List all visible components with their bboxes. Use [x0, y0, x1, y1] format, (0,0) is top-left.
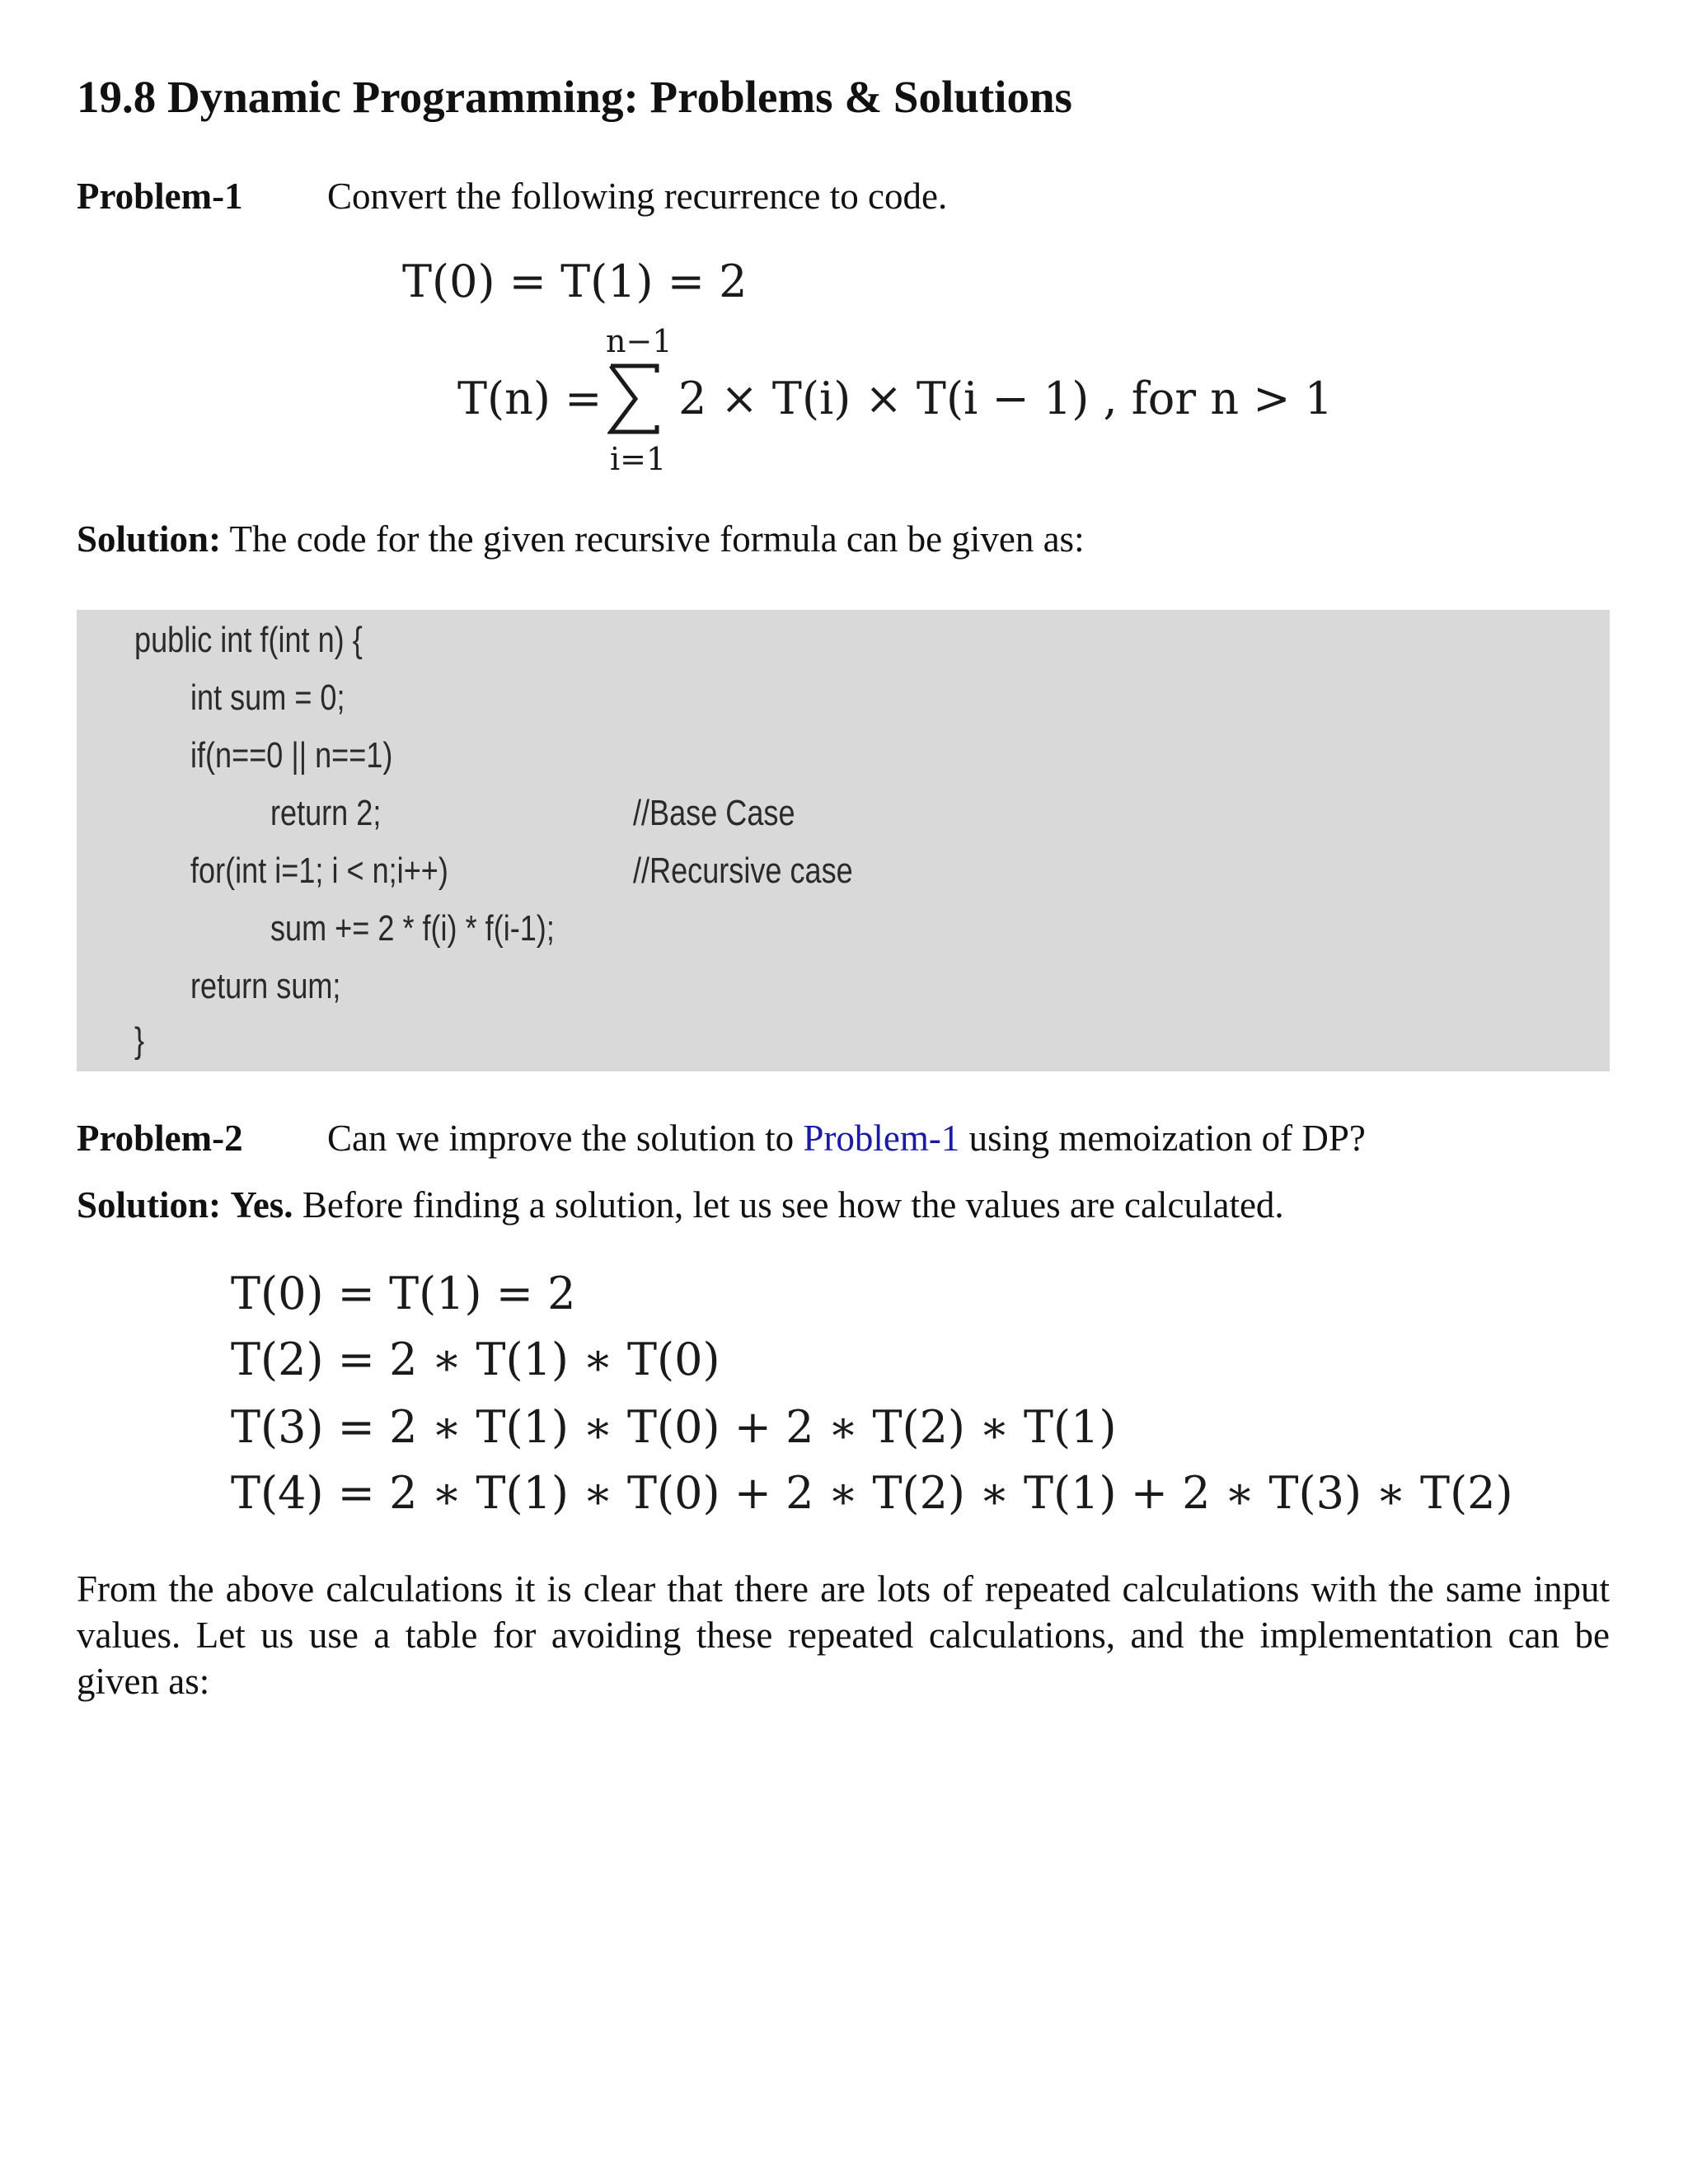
problem-2-text-after: using memoization of DP? — [959, 1118, 1366, 1159]
formula-2-line-2: T(2) = 2 ∗ T(1) ∗ T(0) — [231, 1333, 720, 1385]
problem-1-link[interactable]: Problem-1 — [803, 1118, 960, 1159]
code-comment-recursive-case: //Recursive case — [633, 851, 853, 891]
sigma-icon — [607, 363, 660, 435]
code-line-7: return sum; — [190, 966, 341, 1006]
formula-2-line-4: T(4) = 2 ∗ T(1) ∗ T(0) + 2 ∗ T(2) ∗ T(1) + 2 ∗ T(3) ∗ T(2) — [231, 1467, 1513, 1519]
solution-1-paragraph — [77, 518, 1085, 560]
formula-2-line-1: T(0) = T(1) = 2 — [231, 1268, 576, 1319]
solution-1-label: Solution: — [77, 518, 222, 560]
code-line-6: sum += 2 * f(i) * f(i-1); — [270, 908, 555, 949]
code-line-4: return 2; — [270, 793, 382, 833]
section-heading: 19.8 Dynamic Programming: Problems & Solutions — [77, 72, 1072, 122]
formula-1-lhs: T(n) = — [457, 373, 603, 424]
code-line-1: public int f(int n) { — [134, 620, 363, 660]
code-line-2: int sum = 0; — [190, 677, 345, 718]
problem-2-label: Problem-2 — [77, 1118, 243, 1159]
formula-1-body: 2 × T(i) × T(i − 1) , for n > 1 — [678, 373, 1333, 424]
sigma-lower-limit: i=1 — [610, 441, 667, 477]
problem-1-label: Problem-1 — [77, 176, 243, 217]
solution-2-paragraph — [77, 1183, 1284, 1226]
problem-1-text: Convert the following recurrence to code. — [327, 176, 948, 217]
solution-2-text: Before finding a solution, let us see how the values are calculated. — [293, 1184, 1284, 1226]
code-block — [77, 610, 1610, 1071]
code-comment-base-case: //Base Case — [633, 793, 795, 833]
solution-1-text: The code for the given recursive formula can be given as: — [221, 518, 1085, 560]
formula-2-line-3: T(3) = 2 ∗ T(1) ∗ T(0) + 2 ∗ T(2) ∗ T(1) — [231, 1401, 1117, 1453]
sigma-upper-limit: n−1 — [606, 323, 673, 359]
problem-2-text — [327, 1117, 1366, 1160]
code-line-8: } — [134, 1020, 145, 1061]
code-line-3: if(n==0 || n==1) — [190, 735, 393, 776]
final-paragraph: From the above calculations it is clear that there are lots of repeated calculations with the same input values. Let us use a table for avoiding these repeated calculations, and the implementation can be given as: — [77, 1568, 1610, 1702]
problem-2-text-before: Can we improve the solution to — [327, 1118, 804, 1159]
solution-2-yes: Yes. — [230, 1184, 293, 1226]
code-line-5: for(int i=1; i < n;i++) — [190, 851, 448, 891]
solution-2-label: Solution: — [77, 1184, 222, 1226]
formula-1-base: T(0) = T(1) = 2 — [402, 255, 748, 307]
